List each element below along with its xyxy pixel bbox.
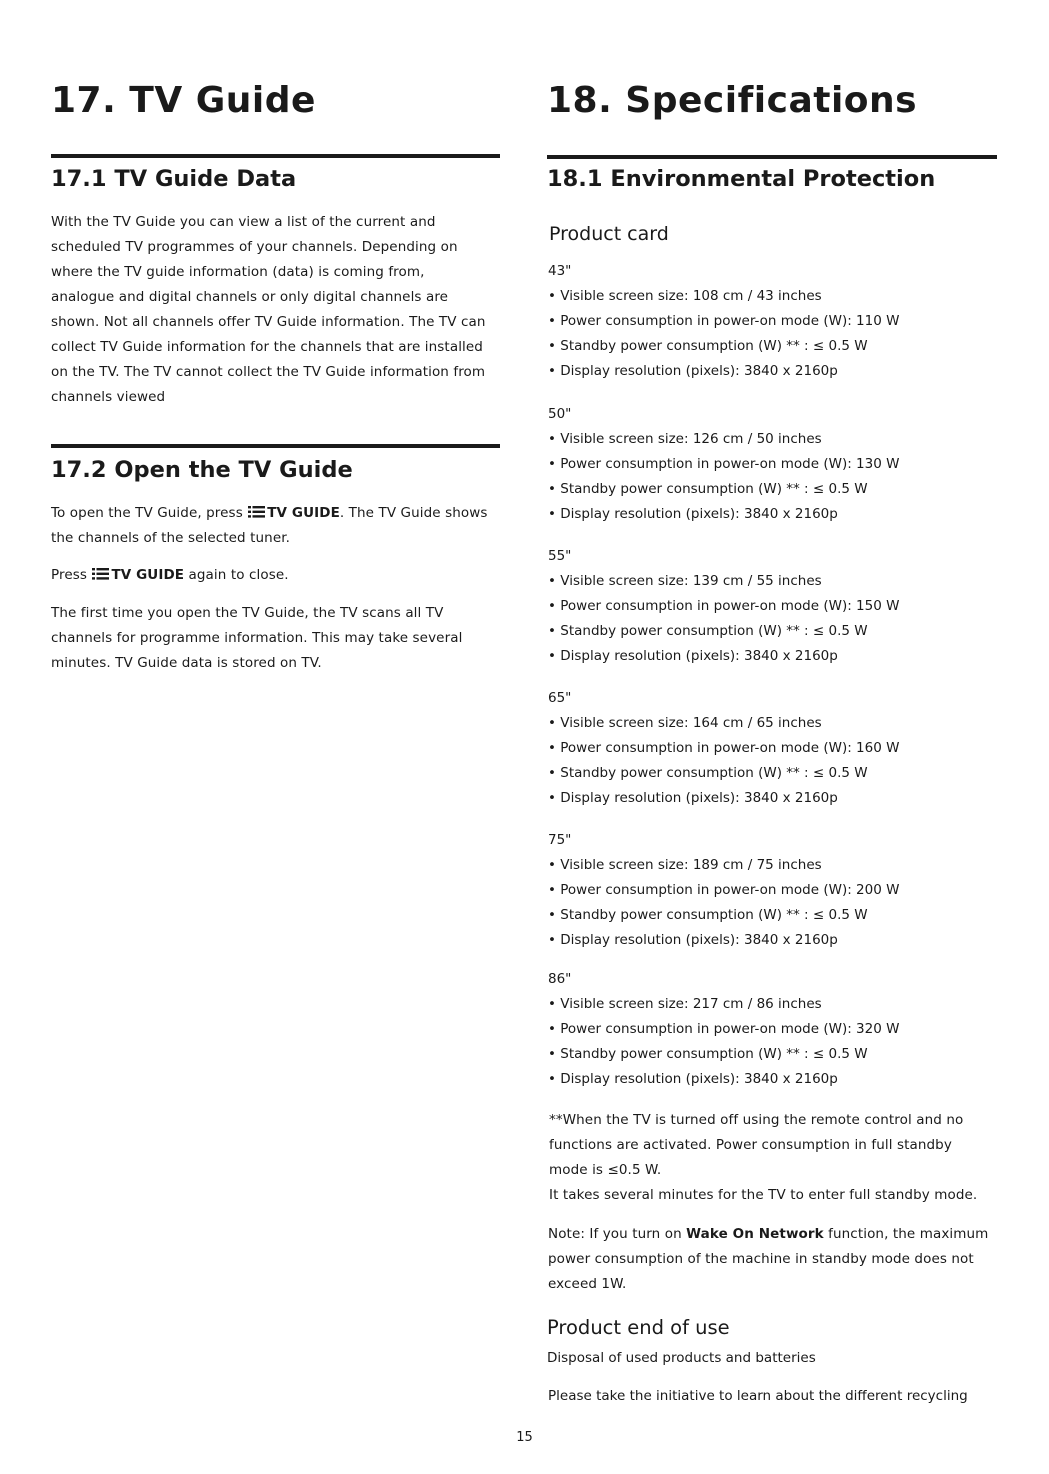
- model-size-label: 50": [548, 406, 572, 422]
- close-guide-paragraph: [51, 563, 289, 588]
- model-size-label: 65": [548, 690, 572, 706]
- section-divider: [51, 444, 500, 448]
- spec-item: • Visible screen size: 189 cm / 75 inches: [548, 857, 822, 873]
- spec-item: • Display resolution (pixels): 3840 x 2160p: [548, 363, 838, 379]
- spec-item: • Standby power consumption (W) ** : ≤ 0.5 W: [548, 623, 868, 639]
- recycling-line: Please take the initiative to learn about the different recycling: [548, 1388, 968, 1404]
- open-guide-paragraph: [51, 501, 488, 551]
- tv-guide-data-paragraph: [51, 210, 486, 410]
- paragraph-line: minutes. TV Guide data is stored on TV.: [51, 655, 322, 671]
- spec-item: • Standby power consumption (W) ** : ≤ 0.5 W: [548, 1046, 868, 1062]
- paragraph-line: analogue and digital channels or only digital channels are: [51, 289, 449, 305]
- section-title-specifications: 18. Specifications: [547, 80, 918, 121]
- spec-item: • Power consumption in power-on mode (W): 200 W: [548, 882, 900, 898]
- paragraph-line: functions are activated. Power consumption in full standby: [549, 1137, 952, 1153]
- paragraph-line: where the TV guide information (data) is coming from,: [51, 264, 425, 280]
- paragraph-line: power consumption of the machine in standby mode does not: [548, 1251, 974, 1267]
- tv-guide-key-icon: [92, 568, 109, 580]
- spec-item: • Display resolution (pixels): 3840 x 2160p: [548, 790, 838, 806]
- paragraph-line: **When the TV is turned off using the remote control and no: [549, 1112, 964, 1128]
- text-fragment: To open the TV Guide, press: [51, 505, 243, 521]
- spec-item: • Power consumption in power-on mode (W): 160 W: [548, 740, 900, 756]
- paragraph-line: mode is ≤0.5 W.: [549, 1162, 662, 1178]
- text-fragment: again to close.: [188, 567, 289, 583]
- spec-item: • Display resolution (pixels): 3840 x 2160p: [548, 506, 838, 522]
- spec-item: • Visible screen size: 139 cm / 55 inches: [548, 573, 822, 589]
- spec-item: • Standby power consumption (W) ** : ≤ 0.5 W: [548, 481, 868, 497]
- disposal-line: Disposal of used products and batteries: [547, 1350, 816, 1366]
- text-fragment: function, the maximum: [828, 1226, 989, 1242]
- spec-item: • Display resolution (pixels): 3840 x 2160p: [548, 1071, 838, 1087]
- spec-item: • Display resolution (pixels): 3840 x 2160p: [548, 932, 838, 948]
- paragraph-line: on the TV. The TV cannot collect the TV Guide information from: [51, 364, 486, 380]
- tv-guide-key-label: TV GUIDE: [111, 567, 185, 583]
- spec-item: • Visible screen size: 108 cm / 43 inches: [548, 288, 822, 304]
- paragraph-line: The first time you open the TV Guide, the TV scans all TV: [51, 605, 444, 621]
- section-divider: [51, 154, 500, 158]
- spec-item: • Power consumption in power-on mode (W): 110 W: [548, 313, 900, 329]
- paragraph-line: [51, 563, 289, 588]
- product-card-heading: Product card: [549, 223, 669, 245]
- wake-on-network-label: Wake On Network: [686, 1226, 824, 1242]
- paragraph-line: scheduled TV programmes of your channels. Depending on: [51, 239, 458, 255]
- spec-item: • Display resolution (pixels): 3840 x 2160p: [548, 648, 838, 664]
- subsection-title-open-tv-guide: 17.2 Open the TV Guide: [51, 457, 353, 483]
- paragraph-line: [548, 1222, 988, 1247]
- paragraph-line: exceed 1W.: [548, 1276, 627, 1292]
- model-size-label: 43": [548, 263, 572, 279]
- paragraph-line: It takes several minutes for the TV to enter full standby mode.: [549, 1187, 978, 1203]
- spec-item: • Standby power consumption (W) ** : ≤ 0.5 W: [548, 765, 868, 781]
- paragraph-line: collect TV Guide information for the channels that are installed: [51, 339, 483, 355]
- paragraph-line: With the TV Guide you can view a list of the current and: [51, 214, 436, 230]
- product-end-of-use-heading: Product end of use: [547, 1316, 730, 1339]
- spec-item: • Visible screen size: 126 cm / 50 inches: [548, 431, 822, 447]
- spec-item: • Standby power consumption (W) ** : ≤ 0.5 W: [548, 338, 868, 354]
- spec-item: • Power consumption in power-on mode (W): 130 W: [548, 456, 900, 472]
- page-number: 15: [516, 1430, 533, 1445]
- model-size-label: 86": [548, 971, 572, 987]
- standby-footnote: [549, 1108, 977, 1208]
- subsection-title-tv-guide-data: 17.1 TV Guide Data: [51, 166, 297, 192]
- section-title-tv-guide: 17. TV Guide: [51, 80, 316, 121]
- spec-item: • Visible screen size: 217 cm / 86 inches: [548, 996, 822, 1012]
- model-size-label: 55": [548, 548, 572, 564]
- text-fragment: Press: [51, 567, 88, 583]
- spec-item: • Visible screen size: 164 cm / 65 inches: [548, 715, 822, 731]
- paragraph-line: the channels of the selected tuner.: [51, 530, 291, 546]
- section-divider: [547, 155, 997, 159]
- paragraph-line: [51, 501, 488, 526]
- spec-item: • Power consumption in power-on mode (W): 320 W: [548, 1021, 900, 1037]
- wake-on-network-note: [548, 1222, 988, 1297]
- tv-guide-key-label: TV GUIDE: [267, 505, 340, 521]
- paragraph-line: shown. Not all channels offer TV Guide information. The TV can: [51, 314, 486, 330]
- spec-item: • Power consumption in power-on mode (W): 150 W: [548, 598, 900, 614]
- spec-item: • Standby power consumption (W) ** : ≤ 0.5 W: [548, 907, 868, 923]
- paragraph-line: channels for programme information. This may take several: [51, 630, 463, 646]
- text-fragment: . The TV Guide shows: [339, 505, 488, 521]
- model-size-label: 75": [548, 832, 572, 848]
- paragraph-line: channels viewed: [51, 389, 166, 405]
- tv-guide-key-icon: [248, 506, 265, 518]
- subsection-title-environmental: 18.1 Environmental Protection: [547, 166, 936, 192]
- text-fragment: Note: If you turn on: [548, 1226, 682, 1242]
- first-time-paragraph: [51, 601, 462, 676]
